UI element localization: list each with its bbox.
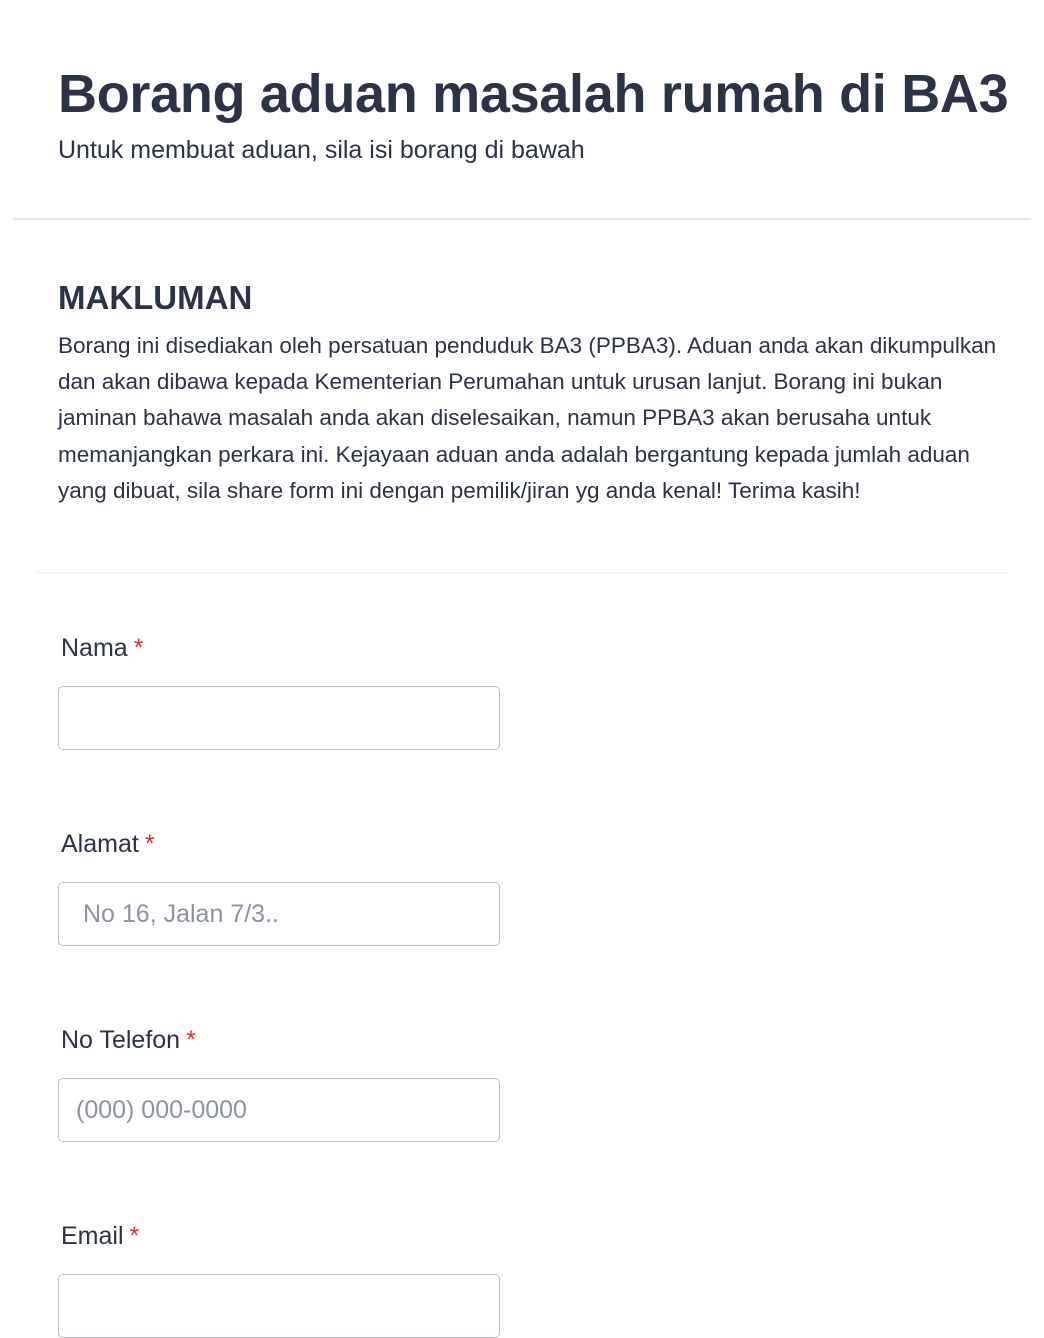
form-subtitle: Untuk membuat aduan, sila isi borang di bawah — [58, 136, 585, 164]
required-asterisk: * — [186, 1026, 196, 1054]
required-asterisk: * — [144, 830, 155, 858]
telefon-label-text: No Telefon — [61, 1026, 181, 1054]
notice-section — [58, 278, 1008, 509]
field-telefon — [58, 1024, 500, 1142]
field-email — [58, 1220, 500, 1338]
form-header — [58, 62, 1024, 166]
email-label-text: Email — [61, 1222, 124, 1250]
form-title: Borang aduan masalah rumah di BA3 — [58, 64, 1009, 124]
alamat-input[interactable] — [58, 882, 500, 946]
telefon-label — [61, 1024, 500, 1056]
field-nama — [58, 632, 500, 750]
required-asterisk: * — [129, 1222, 140, 1250]
required-asterisk: * — [133, 634, 144, 662]
alamat-label — [61, 828, 500, 860]
nama-label — [61, 632, 500, 664]
nama-label-text: Nama — [61, 634, 128, 662]
notice-heading: MAKLUMAN — [58, 279, 253, 316]
field-alamat — [58, 828, 500, 946]
email-input[interactable] — [58, 1274, 500, 1338]
header-divider — [13, 218, 1031, 220]
notice-text: Borang ini disediakan oleh persatuan penduduk BA3 (PPBA3). Aduan anda akan dikumpulkan dan akan dibawa kepada Kementerian Perumahan untuk urusan lanjut. Borang ini bukan jaminan bahawa masalah anda akan diselesaikan, namun PPBA3 akan berusaha untuk memanjangkan perkara ini. Kejayaan aduan anda adalah bergantung kepada jumlah aduan yang dibuat, sila share form ini dengan pemilik/jiran yg anda kenal! Terima kasih! — [58, 333, 997, 503]
alamat-label-text: Alamat — [61, 830, 139, 858]
telefon-input[interactable] — [58, 1078, 500, 1142]
notice-divider — [36, 572, 1008, 573]
email-label — [61, 1220, 500, 1252]
nama-input[interactable] — [58, 686, 500, 750]
